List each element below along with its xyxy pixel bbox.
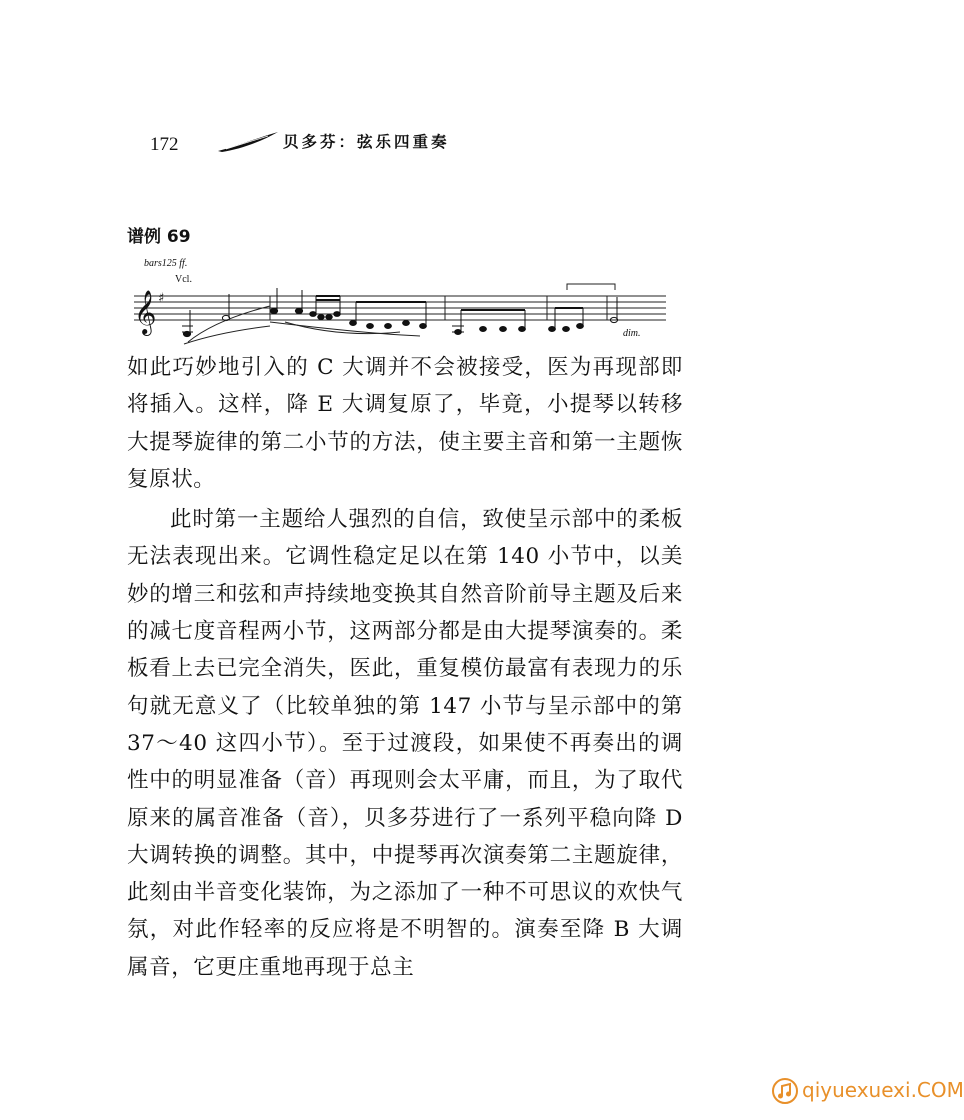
running-title: 贝多芬：弦乐四重奏 (283, 133, 450, 151)
instrument-label: Vcl. (175, 274, 192, 285)
watermark-text: qiyuexuexi.COM (802, 1078, 964, 1102)
staff-lines (134, 296, 666, 320)
tuplet-bracket (567, 284, 615, 290)
bars-label: bars125 ff. (144, 258, 188, 269)
example-label: 谱例 69 (127, 227, 191, 247)
music-note-icon (772, 1078, 798, 1104)
music-score (120, 252, 680, 356)
dynamic-marking: dim. (623, 328, 641, 339)
page-number: 172 (150, 134, 179, 155)
running-header (150, 128, 570, 162)
key-signature-sharp (158, 291, 164, 306)
quill-pen-icon (216, 130, 280, 154)
treble-clef-icon (134, 290, 156, 336)
svg-text:♯: ♯ (158, 291, 165, 306)
paragraph: 此时第一主题给人强烈的自信，致使呈示部中的柔板无法表现出来。它调性稳定足以在第 140 小节中，以美妙的增三和弦和声持续地变换其自然音阶前导主题及后来的减七度音程两小节，这两部分都是由大提琴演奏的。柔板看上去已完全消失，医此，重复模仿最富有表现力的乐句就无意义了（比较单独的第 147 小节与呈示部中的第 37～40 这四小节）。至于过渡段，如果使不再奏出的调性中的明显准备（音）再现则会太平庸，而且，为了取代原来的属音准备（音），贝多芬进行了一系列平稳向降 D 大调转换的调整。其中，中提琴再次演奏第二主题旋律，此刻由半音变化装饰，为之添加了一种不可思议的欢快气氛，对此作轻率的反应将是不明智的。演奏至降 B 大调属音，它更庄重地再现于总主 (127, 507, 683, 980)
svg-text:𝄞: 𝄞 (134, 290, 157, 334)
paragraph: 如此巧妙地引入的 C 大调并不会被接受，医为再现部即将插入。这样，降 E 大调复原了，毕竟，小提琴以转移大提琴旋律的第二小节的方法，使主要主音和第一主题恢复原状。 (127, 355, 683, 492)
body-text (127, 349, 683, 986)
